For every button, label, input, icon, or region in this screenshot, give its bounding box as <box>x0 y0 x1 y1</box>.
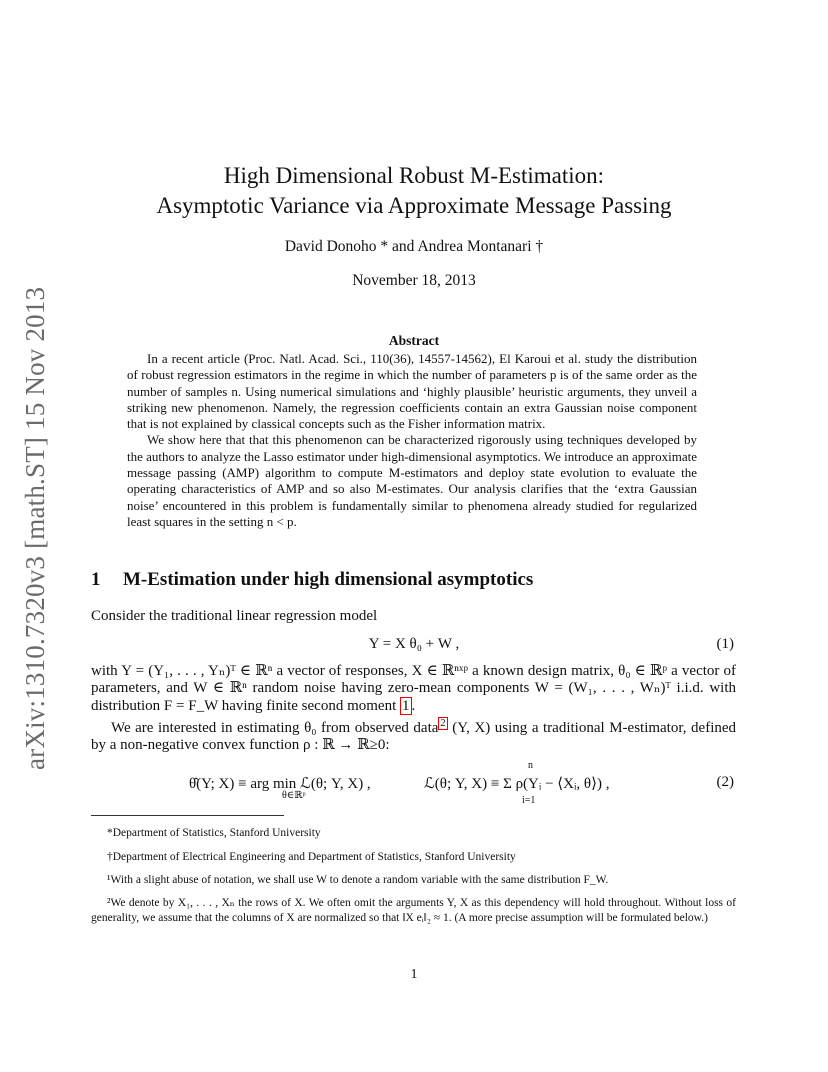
title-line-1: High Dimensional Robust M-Estimation: <box>223 163 605 188</box>
page-number: 1 <box>410 967 418 982</box>
footnote-1-link[interactable]: 1 <box>402 697 410 714</box>
body-paragraph-2: We are interested in estimating θ₀ from observed data $^2$ (Y, X) using a traditional M-estimator, defined by a non-negative convex function ρ : ℝ → ℝ≥0: <box>91 717 737 754</box>
abstract-heading: Abstract <box>388 333 440 348</box>
authors: David Donoho * and Andrea Montanari † <box>284 238 544 255</box>
arxiv-stamp: arXiv:1310.7320v3 [math.ST] 15 Nov 2013 <box>20 286 50 770</box>
equation-1-number: (1) <box>716 636 734 652</box>
paper-title <box>0 161 828 221</box>
abstract-paragraph-1: In a recent article (Proc. Natl. Acad. Sci., 110(36), 14557-14562), El Karoui et al. study the distribution of robust regression estimators in the regime in which the number of parameters p is of the same order as the number of samples n. Using numerical simulations and ‘highly plausible’ heuristic arguments, they unveil a striking new phenomenon. Namely, the regression coefficients contain an extra Gaussian noise component that is not explained by classical concepts such as the Fisher information matrix. <box>127 351 697 432</box>
title-line-2: Asymptotic Variance via Approximate Message Passing <box>156 193 672 218</box>
abstract-body <box>127 351 697 530</box>
footnote-2-link[interactable]: 2 <box>440 717 446 729</box>
equation-2-number: (2) <box>716 774 734 790</box>
body-text <box>91 663 736 754</box>
footnote-star: *Department of Statistics, Stanford University <box>107 827 321 839</box>
sum-upper-limit: n <box>528 760 533 771</box>
equation-2-left: θ̂(Y; X) ≡ arg min ℒ(θ; Y, X) , θ∈ℝᵖ <box>189 776 371 801</box>
date: November 18, 2013 <box>352 272 476 289</box>
abstract-paragraph-2: We show here that that this phenomenon can be characterized rigorously using techniques developed by the authors to analyze the Lasso estimator under high-dimensional asymptotics. We introduce an approximate message passing (AMP) algorithm to compute M-estimators and deploy state evolution to evaluate the operating characteristics of AMP and so also M-estimates. Our analysis clarifies that the ‘extra Gaussian noise’ encountered in this problem is fundamentally similar to phenomena already studied for regularized least squares in the setting n < p. <box>127 432 697 529</box>
sum-lower-limit: i=1 <box>522 795 536 806</box>
intro-sentence: Consider the traditional linear regression model <box>91 608 378 624</box>
equation-2-right: ℒ(θ; Y, X) ≡ Σ ρ(Yᵢ − ⟨Xᵢ, θ⟩) , n i=1 <box>424 760 610 806</box>
argmin-subscript: θ∈ℝᵖ <box>282 790 306 801</box>
body-paragraph-1: with Y = (Y₁, . . . , Yₙ)ᵀ ∈ ℝⁿ a vector of responses, X ∈ ℝⁿˣᵖ a known design matrix, θ₀ ∈ ℝᵖ a vector of parameters, and W ∈ ℝⁿ random noise having zero-mean components W = (W₁, . . . , Wₙ)ᵀ i.i.d. with distribution F = F_W having finite second moment 1 . <box>91 663 736 714</box>
footnote-1: ¹With a slight abuse of notation, we shall use W to denote a random variable with the same distribution F_W. <box>107 874 609 886</box>
footnote-dagger: †Department of Electrical Engineering and Department of Statistics, Stanford University <box>107 851 516 863</box>
section-heading <box>91 569 533 591</box>
section-title: M-Estimation under high dimensional asymptotics <box>123 569 534 590</box>
footnote-2: ²We denote by X₁, . . . , Xₙ the rows of X. We often omit the arguments Y, X as this dependency will hold throughout. Without loss of generality, we assume that the columns of X are normalized so that ‖X eᵢ‖₂ ≈ 1. (A more precise assumption will be formulated below.) <box>91 897 736 924</box>
footnote-rule <box>91 815 284 816</box>
equation-1: Y = X θ₀ + W , <box>368 636 460 652</box>
section-number: 1 <box>91 569 101 590</box>
